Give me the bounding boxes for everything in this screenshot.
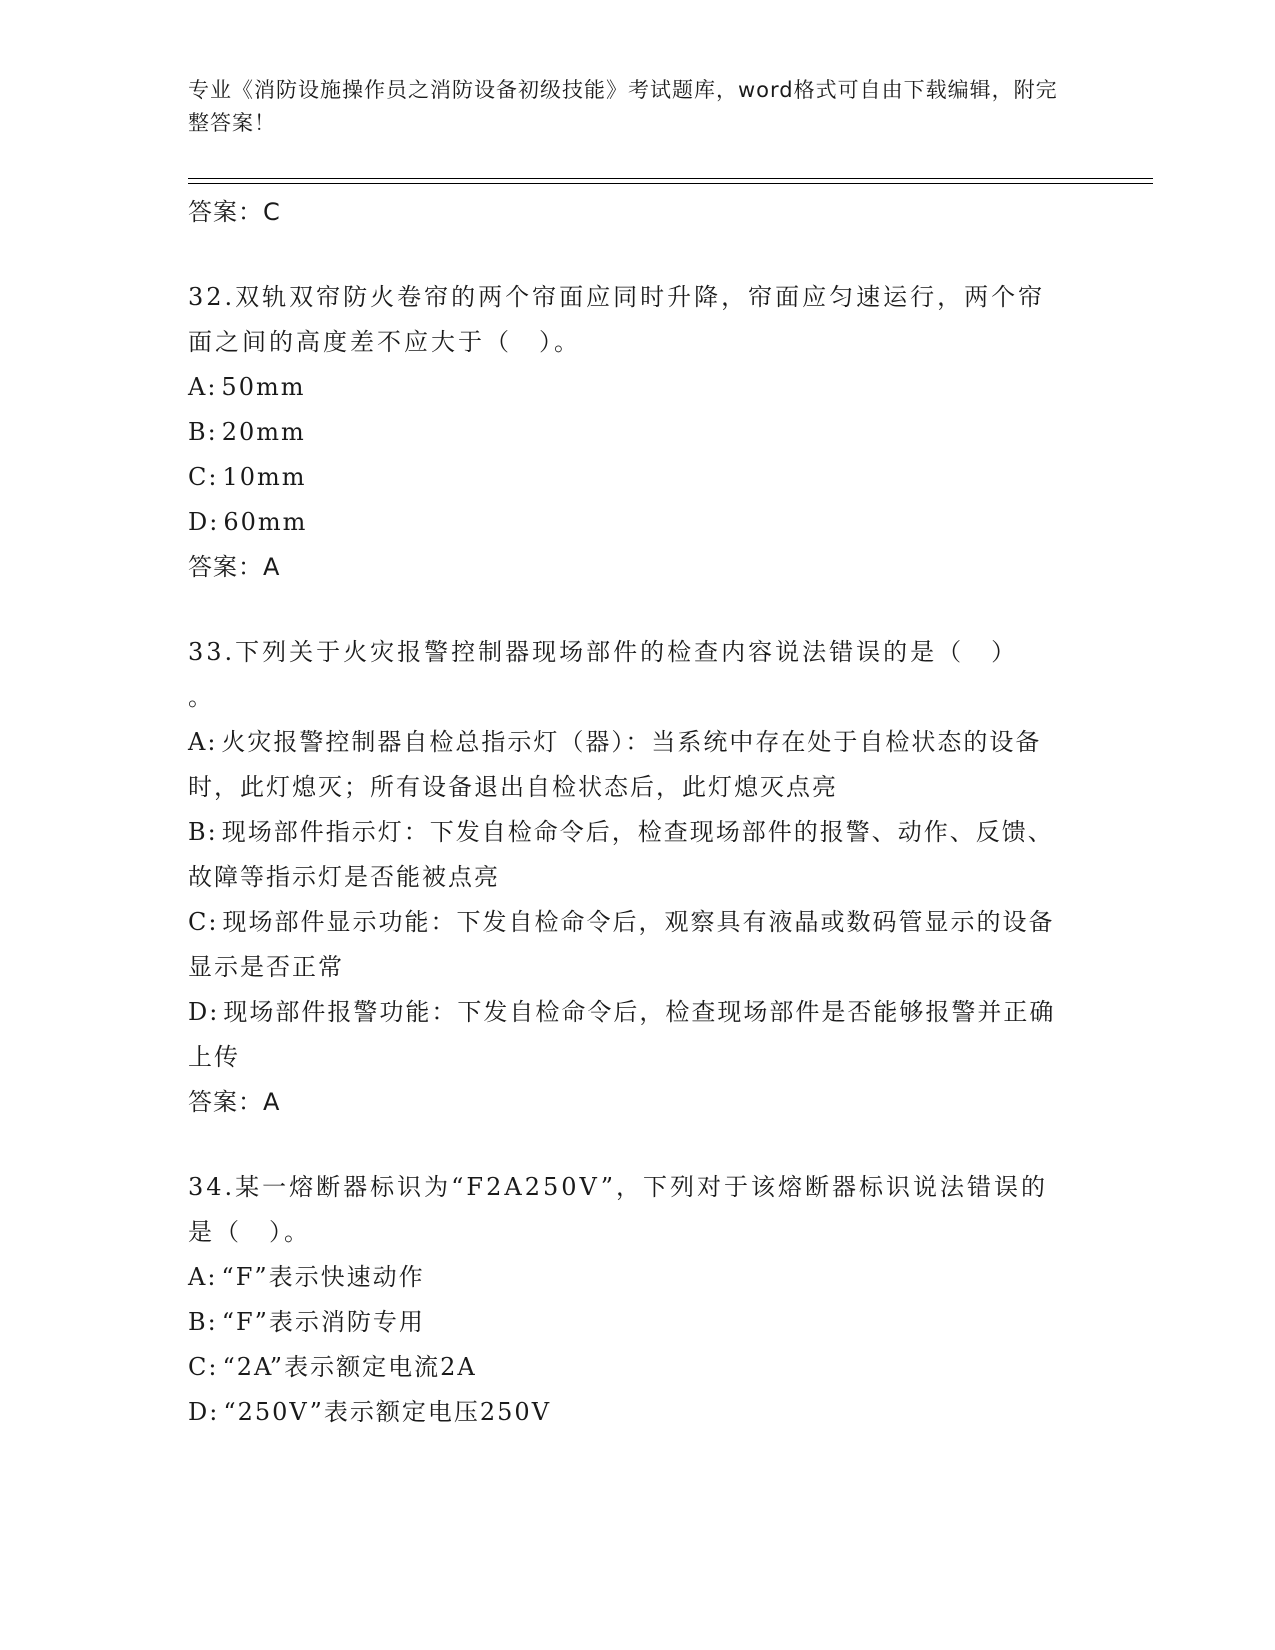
option-c: C: “2A”表示额定电流2A [188, 1353, 477, 1381]
option-a: A: 50mm [188, 373, 306, 401]
header-divider-top [188, 178, 1153, 179]
question-stem: 32.双轨双帘防火卷帘的两个帘面应同时升降，帘面应匀速运行，两个帘面之间的高度差不应大于（ ）。 [188, 283, 1046, 356]
option-d: D: “250V”表示额定电压250V [188, 1398, 552, 1426]
option-a: A: “F”表示快速动作 [188, 1263, 425, 1291]
option-b: B: 现场部件指示灯：下发自检命令后，检查现场部件的报警、动作、反馈、故障等指示灯是否能被点亮 [188, 818, 1054, 891]
option-b: B: “F”表示消防专用 [188, 1308, 425, 1336]
option-d: D: 现场部件报警功能：下发自检命令后，检查现场部件是否能够报警并正确上传 [188, 998, 1056, 1071]
previous-answer: 答案：C [188, 198, 281, 226]
question-32 [188, 275, 1068, 589]
option-b: B: 20mm [188, 418, 306, 446]
question-34 [188, 1165, 1068, 1435]
answer-label: 答案：A [188, 1088, 281, 1116]
question-stem: 34.某一熔断器标识为“F2A250V”，下列对于该熔断器标识说法错误的是（ ）。 [188, 1173, 1048, 1246]
option-c: C: 10mm [188, 463, 307, 491]
document-header: 专业《消防设施操作员之消防设备初级技能》考试题库，word格式可自由下载编辑，附完整答案！ [188, 78, 1058, 135]
option-a: A: 火灾报警控制器自检总指示灯（器）：当系统中存在处于自检状态的设备时，此灯熄灭；所有设备退出自检状态后，此灯熄灭点亮 [188, 728, 1042, 801]
answer-label: 答案：A [188, 553, 281, 581]
question-stem: 33.下列关于火灾报警控制器现场部件的检查内容说法错误的是（ ） 。 [188, 638, 1019, 711]
option-d: D: 60mm [188, 508, 308, 536]
header-divider-bottom [188, 183, 1153, 184]
option-c: C: 现场部件显示功能：下发自检命令后，观察具有液晶或数码管显示的设备显示是否正常 [188, 908, 1055, 981]
question-33 [188, 630, 1068, 1124]
question-list [188, 190, 1068, 1435]
